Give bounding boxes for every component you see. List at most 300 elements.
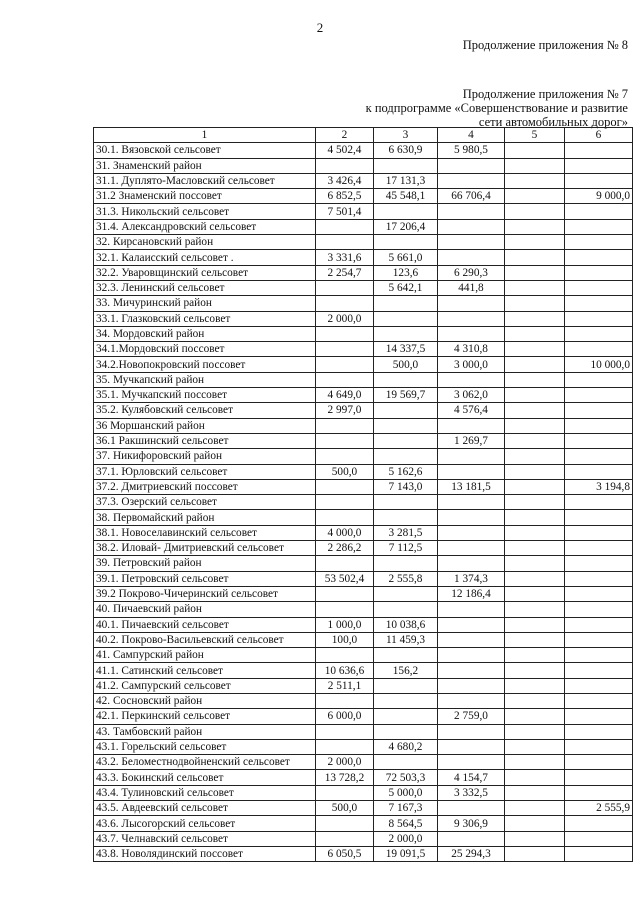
col3-cell: 123,6 xyxy=(374,265,438,280)
col3-cell xyxy=(374,311,438,326)
col5-cell xyxy=(505,464,565,479)
col3-cell xyxy=(374,586,438,601)
table-row xyxy=(94,143,633,158)
col3-cell xyxy=(374,403,438,418)
col5-cell xyxy=(505,388,565,403)
col2-cell xyxy=(316,586,374,601)
col4-cell xyxy=(438,678,505,693)
col4-cell: 3 000,0 xyxy=(438,357,505,372)
table-row xyxy=(94,785,633,800)
page-number: 2 xyxy=(316,20,324,35)
col2-cell xyxy=(316,495,374,510)
territory-cell: 43.6. Лысогорский сельсовет xyxy=(94,816,316,831)
col2-cell: 500,0 xyxy=(316,464,374,479)
col6-cell xyxy=(565,204,633,219)
col3-cell xyxy=(374,372,438,387)
table-row xyxy=(94,326,633,341)
col3-cell: 8 564,5 xyxy=(374,816,438,831)
territory-cell: 36 Моршанский район xyxy=(94,418,316,433)
col4-cell xyxy=(438,648,505,663)
table-row xyxy=(94,632,633,647)
col5-cell xyxy=(505,280,565,295)
col6-cell xyxy=(565,265,633,280)
col2-cell xyxy=(316,816,374,831)
col3-cell: 2 555,8 xyxy=(374,571,438,586)
col3-cell: 156,2 xyxy=(374,663,438,678)
col2-cell xyxy=(316,418,374,433)
col6-cell xyxy=(565,632,633,647)
table-row xyxy=(94,357,633,372)
territory-cell: 39.1. Петровский сельсовет xyxy=(94,571,316,586)
col4-cell xyxy=(438,556,505,571)
territory-cell: 33.1. Глазковский сельсовет xyxy=(94,311,316,326)
col6-cell xyxy=(565,280,633,295)
col5-cell xyxy=(505,816,565,831)
col3-cell: 72 503,3 xyxy=(374,770,438,785)
territory-cell: 32.2. Уваровщинский сельсовет xyxy=(94,265,316,280)
col5-cell xyxy=(505,372,565,387)
col2-cell xyxy=(316,357,374,372)
table-row xyxy=(94,403,633,418)
territory-cell: 39. Петровский район xyxy=(94,556,316,571)
col2-cell: 2 286,2 xyxy=(316,541,374,556)
col2-cell xyxy=(316,280,374,295)
col2-cell: 2 511,1 xyxy=(316,678,374,693)
col2-cell: 4 000,0 xyxy=(316,525,374,540)
col6-cell xyxy=(565,541,633,556)
col4-cell xyxy=(438,663,505,678)
col3-cell: 7 143,0 xyxy=(374,479,438,494)
col2-cell: 6 852,5 xyxy=(316,189,374,204)
territory-cell: 43.4. Тулиновский сельсовет xyxy=(94,785,316,800)
col4-cell xyxy=(438,250,505,265)
col3-cell: 2 000,0 xyxy=(374,831,438,846)
territory-cell: 31.4. Александровский сельсовет xyxy=(94,219,316,234)
col5-cell xyxy=(505,801,565,816)
territory-cell: 43.1. Горельский сельсовет xyxy=(94,739,316,754)
col3-cell xyxy=(374,755,438,770)
col6-cell xyxy=(565,250,633,265)
col2-cell xyxy=(316,648,374,663)
territory-cell: 43.8. Новолядинский поссовет xyxy=(94,846,316,861)
col6-cell xyxy=(565,770,633,785)
table-row xyxy=(94,724,633,739)
table-row xyxy=(94,219,633,234)
col4-cell xyxy=(438,449,505,464)
territory-cell: 40. Пичаевский район xyxy=(94,602,316,617)
col4-cell xyxy=(438,602,505,617)
col2-cell xyxy=(316,372,374,387)
col3-cell xyxy=(374,709,438,724)
col3-cell: 6 630,9 xyxy=(374,143,438,158)
table-row xyxy=(94,388,633,403)
col6-cell xyxy=(565,739,633,754)
col5-cell xyxy=(505,693,565,708)
col2-cell: 6 000,0 xyxy=(316,709,374,724)
territory-cell: 36.1 Ракшинский сельсовет xyxy=(94,433,316,448)
col6-cell xyxy=(565,449,633,464)
col6-cell xyxy=(565,326,633,341)
table-row xyxy=(94,204,633,219)
col3-cell xyxy=(374,693,438,708)
col3-cell: 7 167,3 xyxy=(374,801,438,816)
col3-cell: 45 548,1 xyxy=(374,189,438,204)
table-row xyxy=(94,433,633,448)
territory-cell: 31.2 Знаменский поссовет xyxy=(94,189,316,204)
territory-cell: 30.1. Вязовской сельсовет xyxy=(94,143,316,158)
territory-cell: 38.1. Новоселавинский сельсовет xyxy=(94,525,316,540)
column-header-5: 5 xyxy=(505,128,565,143)
col4-cell xyxy=(438,372,505,387)
table-row xyxy=(94,311,633,326)
col4-cell xyxy=(438,311,505,326)
col5-cell xyxy=(505,541,565,556)
col5-cell xyxy=(505,510,565,525)
col5-cell xyxy=(505,296,565,311)
col2-cell xyxy=(316,556,374,571)
col6-cell xyxy=(565,693,633,708)
col6-cell xyxy=(565,143,633,158)
col6-cell: 3 194,8 xyxy=(565,479,633,494)
table-row xyxy=(94,739,633,754)
col6-cell xyxy=(565,495,633,510)
col5-cell xyxy=(505,724,565,739)
col3-cell xyxy=(374,510,438,525)
col4-cell: 1 269,7 xyxy=(438,433,505,448)
annex-8-continuation: Продолжение приложения № 8 xyxy=(462,38,628,52)
territory-cell: 43. Тамбовский район xyxy=(94,724,316,739)
territory-cell: 37.1. Юрловский сельсовет xyxy=(94,464,316,479)
col5-cell xyxy=(505,617,565,632)
col6-cell xyxy=(565,556,633,571)
col2-cell xyxy=(316,739,374,754)
table-row xyxy=(94,831,633,846)
col3-cell: 5 162,6 xyxy=(374,464,438,479)
col2-cell xyxy=(316,479,374,494)
territory-cell: 32. Кирсановский район xyxy=(94,235,316,250)
col5-cell xyxy=(505,449,565,464)
col6-cell xyxy=(565,296,633,311)
col5-cell xyxy=(505,556,565,571)
table-row xyxy=(94,693,633,708)
col6-cell xyxy=(565,709,633,724)
col5-cell xyxy=(505,158,565,173)
column-header-6: 6 xyxy=(565,128,633,143)
col6-cell xyxy=(565,342,633,357)
table-row xyxy=(94,189,633,204)
col6-cell xyxy=(565,418,633,433)
col2-cell: 2 000,0 xyxy=(316,755,374,770)
col3-cell: 5 642,1 xyxy=(374,280,438,295)
col5-cell xyxy=(505,586,565,601)
territory-cell: 34.1.Мордовский поссовет xyxy=(94,342,316,357)
col6-cell: 9 000,0 xyxy=(565,189,633,204)
col4-cell xyxy=(438,617,505,632)
col4-cell xyxy=(438,173,505,188)
territory-cell: 32.1. Калаисский сельсовет . xyxy=(94,250,316,265)
territory-cell: 31.3. Никольский сельсовет xyxy=(94,204,316,219)
table-row xyxy=(94,541,633,556)
col5-cell xyxy=(505,663,565,678)
col2-cell xyxy=(316,724,374,739)
col3-cell: 14 337,5 xyxy=(374,342,438,357)
col6-cell xyxy=(565,648,633,663)
col5-cell xyxy=(505,495,565,510)
col5-cell xyxy=(505,709,565,724)
col6-cell xyxy=(565,158,633,173)
col3-cell xyxy=(374,418,438,433)
col4-cell xyxy=(438,724,505,739)
col4-cell xyxy=(438,464,505,479)
col6-cell xyxy=(565,311,633,326)
col2-cell xyxy=(316,235,374,250)
col5-cell xyxy=(505,678,565,693)
territory-cell: 42.1. Перкинский сельсовет xyxy=(94,709,316,724)
table-row xyxy=(94,449,633,464)
col3-cell: 500,0 xyxy=(374,357,438,372)
territory-cell: 32.3. Ленинский сельсовет xyxy=(94,280,316,295)
col2-cell: 53 502,4 xyxy=(316,571,374,586)
col2-cell xyxy=(316,296,374,311)
table-row xyxy=(94,495,633,510)
col2-cell: 100,0 xyxy=(316,632,374,647)
col5-cell xyxy=(505,632,565,647)
col5-cell xyxy=(505,831,565,846)
col2-cell: 3 331,6 xyxy=(316,250,374,265)
col5-cell xyxy=(505,755,565,770)
col4-cell: 4 310,8 xyxy=(438,342,505,357)
territory-cell: 37.3. Озерский сельсовет xyxy=(94,495,316,510)
table-row xyxy=(94,265,633,280)
territory-cell: 34. Мордовский район xyxy=(94,326,316,341)
col4-cell xyxy=(438,158,505,173)
col2-cell: 7 501,4 xyxy=(316,204,374,219)
table-row xyxy=(94,801,633,816)
col3-cell: 11 459,3 xyxy=(374,632,438,647)
col5-cell xyxy=(505,357,565,372)
col4-cell: 3 062,0 xyxy=(438,388,505,403)
territory-cell: 38. Первомайский район xyxy=(94,510,316,525)
col6-cell xyxy=(565,388,633,403)
table-row xyxy=(94,342,633,357)
col3-cell xyxy=(374,678,438,693)
col5-cell xyxy=(505,311,565,326)
table-row xyxy=(94,617,633,632)
col5-cell xyxy=(505,571,565,586)
territory-cell: 37. Никифоровский район xyxy=(94,449,316,464)
column-header-3: 3 xyxy=(374,128,438,143)
territory-cell: 41. Сампурский район xyxy=(94,648,316,663)
col4-cell xyxy=(438,204,505,219)
col4-cell xyxy=(438,693,505,708)
col5-cell xyxy=(505,433,565,448)
table-row xyxy=(94,372,633,387)
col6-cell xyxy=(565,602,633,617)
col2-cell: 2 997,0 xyxy=(316,403,374,418)
table-row xyxy=(94,755,633,770)
table-row xyxy=(94,663,633,678)
col6-cell xyxy=(565,678,633,693)
col4-cell: 441,8 xyxy=(438,280,505,295)
column-header-2: 2 xyxy=(316,128,374,143)
col6-cell xyxy=(565,663,633,678)
territory-cell: 40.1. Пичаевский сельсовет xyxy=(94,617,316,632)
territory-cell: 41.1. Сатинский сельсовет xyxy=(94,663,316,678)
col2-cell xyxy=(316,510,374,525)
col3-cell xyxy=(374,235,438,250)
col5-cell xyxy=(505,219,565,234)
col6-cell xyxy=(565,831,633,846)
col5-cell xyxy=(505,525,565,540)
table-row xyxy=(94,235,633,250)
territory-cell: 33. Мичуринский район xyxy=(94,296,316,311)
col2-cell: 4 649,0 xyxy=(316,388,374,403)
col4-cell: 5 980,5 xyxy=(438,143,505,158)
col6-cell xyxy=(565,464,633,479)
col3-cell: 3 281,5 xyxy=(374,525,438,540)
table-row xyxy=(94,586,633,601)
col6-cell xyxy=(565,586,633,601)
col4-cell xyxy=(438,525,505,540)
territory-cell: 43.3. Бокинский сельсовет xyxy=(94,770,316,785)
col4-cell: 4 576,4 xyxy=(438,403,505,418)
col2-cell: 3 426,4 xyxy=(316,173,374,188)
col3-cell xyxy=(374,449,438,464)
territory-cell: 43.5. Авдеевский сельсовет xyxy=(94,801,316,816)
col2-cell: 13 728,2 xyxy=(316,770,374,785)
table-row xyxy=(94,846,633,861)
table-row xyxy=(94,571,633,586)
col4-cell: 2 759,0 xyxy=(438,709,505,724)
table-body xyxy=(94,143,633,862)
funding-table xyxy=(93,127,633,862)
table-row xyxy=(94,709,633,724)
col3-cell: 19 091,5 xyxy=(374,846,438,861)
col5-cell xyxy=(505,403,565,418)
col5-cell xyxy=(505,342,565,357)
col6-cell xyxy=(565,846,633,861)
col4-cell: 25 294,3 xyxy=(438,846,505,861)
col5-cell xyxy=(505,479,565,494)
column-header-1: 1 xyxy=(94,128,316,143)
col3-cell: 5 000,0 xyxy=(374,785,438,800)
territory-cell: 41.2. Сампурский сельсовет xyxy=(94,678,316,693)
col5-cell xyxy=(505,173,565,188)
table-row xyxy=(94,510,633,525)
col2-cell: 10 636,6 xyxy=(316,663,374,678)
annex-7-line-1: Продолжение приложения № 7 xyxy=(462,87,628,101)
table-row xyxy=(94,418,633,433)
col4-cell xyxy=(438,739,505,754)
col3-cell xyxy=(374,296,438,311)
territory-cell: 43.2. Беломестнодвойненский сельсовет xyxy=(94,755,316,770)
territory-cell: 31. Знаменский район xyxy=(94,158,316,173)
col4-cell xyxy=(438,510,505,525)
col6-cell xyxy=(565,617,633,632)
table-row xyxy=(94,525,633,540)
col4-cell xyxy=(438,541,505,556)
col2-cell: 500,0 xyxy=(316,801,374,816)
col4-cell xyxy=(438,801,505,816)
annex-7-header xyxy=(366,87,628,129)
col2-cell: 2 000,0 xyxy=(316,311,374,326)
col6-cell xyxy=(565,403,633,418)
col6-cell xyxy=(565,372,633,387)
col4-cell: 13 181,5 xyxy=(438,479,505,494)
col4-cell: 9 306,9 xyxy=(438,816,505,831)
territory-cell: 38.2. Иловай- Дмитриевский сельсовет xyxy=(94,541,316,556)
territory-cell: 42. Сосновский район xyxy=(94,693,316,708)
col2-cell xyxy=(316,831,374,846)
table-row xyxy=(94,296,633,311)
col5-cell xyxy=(505,143,565,158)
table-row xyxy=(94,556,633,571)
col4-cell: 12 186,4 xyxy=(438,586,505,601)
column-header-4: 4 xyxy=(438,128,505,143)
col2-cell xyxy=(316,219,374,234)
col2-cell xyxy=(316,326,374,341)
col4-cell xyxy=(438,632,505,647)
col5-cell xyxy=(505,326,565,341)
col5-cell xyxy=(505,235,565,250)
table-row xyxy=(94,816,633,831)
col4-cell: 3 332,5 xyxy=(438,785,505,800)
col6-cell: 10 000,0 xyxy=(565,357,633,372)
col2-cell: 2 254,7 xyxy=(316,265,374,280)
col6-cell xyxy=(565,433,633,448)
col5-cell xyxy=(505,250,565,265)
col4-cell xyxy=(438,495,505,510)
col5-cell xyxy=(505,785,565,800)
col4-cell: 6 290,3 xyxy=(438,265,505,280)
annex-7-line-3: сети автомобильных дорог» xyxy=(478,115,628,129)
table-row xyxy=(94,602,633,617)
col5-cell xyxy=(505,204,565,219)
col2-cell xyxy=(316,449,374,464)
col4-cell: 1 374,3 xyxy=(438,571,505,586)
table-row xyxy=(94,648,633,663)
col2-cell: 4 502,4 xyxy=(316,143,374,158)
territory-cell: 39.2 Покрово-Чичеринский сельсовет xyxy=(94,586,316,601)
table-row xyxy=(94,173,633,188)
col6-cell xyxy=(565,724,633,739)
col3-cell xyxy=(374,602,438,617)
territory-cell: 35. Мучкапский район xyxy=(94,372,316,387)
col6-cell xyxy=(565,755,633,770)
col5-cell xyxy=(505,739,565,754)
col6-cell: 2 555,9 xyxy=(565,801,633,816)
col3-cell xyxy=(374,556,438,571)
table-row xyxy=(94,250,633,265)
col3-cell: 10 038,6 xyxy=(374,617,438,632)
col4-cell: 4 154,7 xyxy=(438,770,505,785)
col5-cell xyxy=(505,602,565,617)
col2-cell xyxy=(316,342,374,357)
col5-cell xyxy=(505,265,565,280)
col2-cell xyxy=(316,785,374,800)
col3-cell: 17 206,4 xyxy=(374,219,438,234)
col6-cell xyxy=(565,816,633,831)
annex-7-line-2: к подпрограмме «Совершенствование и развитие xyxy=(365,101,628,115)
col4-cell xyxy=(438,235,505,250)
col4-cell xyxy=(438,326,505,341)
col3-cell: 5 661,0 xyxy=(374,250,438,265)
col6-cell xyxy=(565,219,633,234)
col5-cell xyxy=(505,770,565,785)
col3-cell xyxy=(374,204,438,219)
col3-cell xyxy=(374,158,438,173)
col3-cell: 19 569,7 xyxy=(374,388,438,403)
